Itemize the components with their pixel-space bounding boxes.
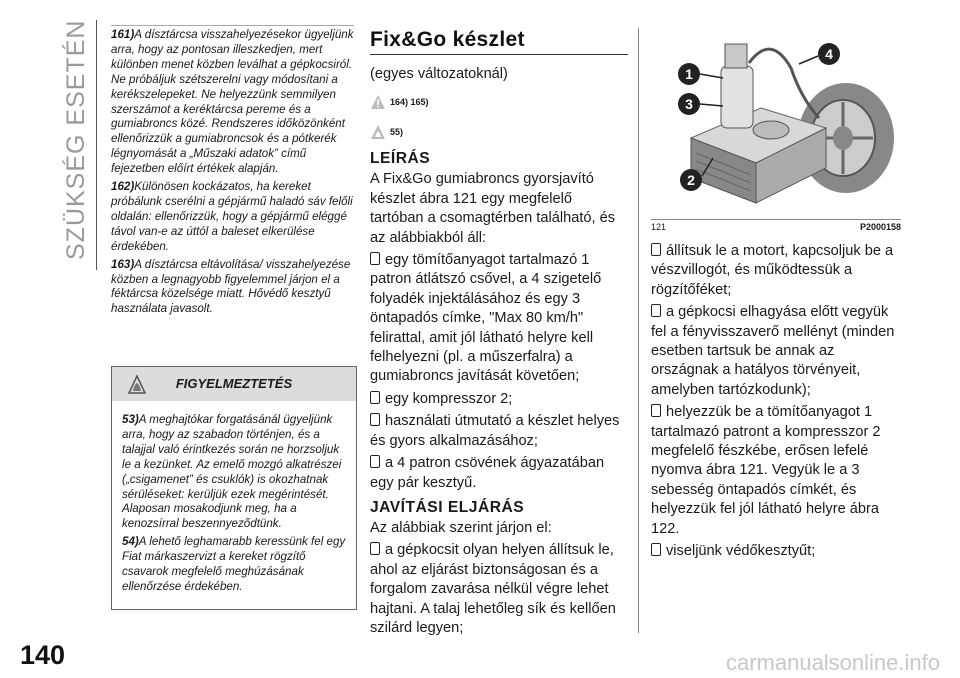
list-item [651,242,901,300]
list-item [651,403,901,539]
warning-box [111,366,357,610]
checkbox-bullet-icon [370,252,380,265]
list-item-text: viseljünk védőkesztyűt; [666,543,816,560]
list-item-text: a gépkocsit olyan helyen állítsuk le, ahol az eljárást biztonságosan és a forgalom zavarása nélkül végre lehet hajtani. A talaj lehetőleg sík és kellően szilárd legyen; [370,542,616,636]
note-162 [111,180,354,255]
list-item [370,412,628,451]
figure-code: P2000158 [859,222,901,232]
note-163 [111,258,354,318]
checkbox-bullet-icon [370,413,380,426]
checkbox-bullet-icon [651,404,661,417]
notes-column [111,28,354,320]
reference-row-2 [370,120,628,144]
repair-kit-illustration [651,28,901,218]
footer-watermark: carmanualsonline.info [725,650,940,675]
list-item [651,542,901,561]
reference-row-1 [370,90,628,114]
caution-triangle-icon [370,94,386,110]
note-text: A dísztárcsa visszahelyezésekor ügyeljünk arra, hogy az pontosan illeszkedjen, mert különben menet közben leválhat a gépkocsiról. Ne próbáljuk szétszerelni vagy módosítani a kerékszelepeket. Ne helyezzünk semmilyen szerszámot a keréktárcsa pereme és a gumiabroncs közé. Rendszeres időközönként ellenőrizzük a gumiabroncsok és a pótkerék légnyomását a „Műszaki adatok” című fejezetben előírt értékek alapján. [111,28,354,176]
list-item-text: egy kompresszor 2; [385,390,513,407]
warning-text: A lehető leghamarabb keressünk fel egy Fiat márkaszervizt a kereket rögzítő csavarok megfelelő meghúzásának ellenőrzése érdekében. [122,535,346,593]
note-number: 163) [111,257,135,271]
section-subtitle: (egyes változatoknál) [370,66,508,82]
chapter-title-text: SZÜKSÉG ESETÉN [62,19,90,260]
figure-caption [651,219,901,232]
right-column [651,28,901,562]
list-item-text: a 4 patron csövének ágyazatában egy pár kesztyű. [370,455,605,491]
procedure-continued [651,242,901,562]
note-number: 161) [111,28,135,41]
reference-codes: 164) 165) [390,97,429,108]
checkbox-bullet-icon [651,243,661,256]
description-intro: A Fix&Go gumiabroncs gyorsjavító készlet ábra 121 egy megfelelő tartóban a csomagtérben található, és az alábbiakból áll: [370,171,616,246]
list-item [370,251,628,387]
callout-1: 1 [685,66,693,82]
checkbox-bullet-icon [370,455,380,468]
list-item-text: állítsuk le a motort, kapcsoljuk be a vészvillogót, és működtessük a rögzítőféket; [651,243,894,298]
checkbox-bullet-icon [370,391,380,404]
note-text: A dísztárcsa eltávolítása/ visszahelyezése közben a legnagyobb figyelemmel járjon el a féktárcsa közelsége miatt. Hővédő kesztyű használata javasolt. [111,257,351,316]
list-item-text: egy tömítőanyagot tartalmazó 1 patron átlátszó csővel, a 4 szigetelő folyadék injektálásához és egy 3 öntapadós címke, "Max 80 km/h" felirattal, amit jól látható helyre kell felhelyezni (pl. a műszerfalra) a gumiabroncs javítását követően; [370,252,602,385]
warning-item-53 [122,413,348,532]
checkbox-bullet-icon [651,304,661,317]
note-number: 162) [111,180,135,194]
warning-title: FIGYELMEZTETÉS [175,376,293,391]
list-item-text: a gépkocsi elhagyása előtt vegyük fel a fényvisszaverő mellényt (minden esetben tartsuk be annak az országnak a hatályos törvényeit, amelyben tartózkodunk); [651,304,895,398]
callout-4: 4 [825,46,833,62]
checkbox-bullet-icon [370,542,380,555]
column1-top-rule [111,25,354,26]
warning-body [112,401,356,595]
warning-number: 53) [122,413,139,426]
procedure-intro: Az alábbiak szerint járjon el: [370,519,552,536]
callout-2: 2 [687,172,695,188]
column-divider [638,28,639,633]
figure-121 [651,28,901,218]
callout-3: 3 [685,96,693,112]
warning-text: A meghajtókar forgatásánál ügyeljünk arra, hogy az szabadon történjen, és a talajjal való érintkezés során ne horzsoljuk le a kezünket. Az emelő mozgó alkatrészei („csigamenet” és csuklók) is okozhatnak sérüléseket: kerüljük ezek megérintését. Alaposan mosakodjunk meg, ha a kenozsírral beszennyeződtünk. [122,413,342,531]
section-title: Fix&Go készlet [370,28,628,55]
reference-codes: 55) [390,127,404,138]
list-item [370,454,628,493]
list-item [651,303,901,400]
procedure-heading: JAVÍTÁSI ELJÁRÁS [370,498,525,516]
main-column [370,28,628,638]
chapter-sidebar-title [62,20,92,260]
note-161 [111,28,354,177]
list-item [370,390,628,409]
warning-header [112,367,356,401]
checkbox-bullet-icon [651,543,661,556]
page-number: 140 [20,640,66,670]
figure-number: 121 [651,222,667,232]
list-item-text: használati útmutató a készlet helyes és gyors alkalmazásához; [370,413,620,449]
hand-caution-icon [370,124,386,140]
sidebar-divider [96,20,97,270]
description-heading: LEÍRÁS [370,150,431,168]
warning-item-54 [122,535,348,595]
list-item-text: helyezzük be a tömítőanyagot 1 tartalmazó patront a kompresszor 2 megfelelő fészkébe, erősen lefelé nyomva ábra 121. Vegyük le a 3 sebesség öntapadós címkét, és helyezzük fel jól látható helyre ábra 122. [651,404,881,537]
warning-number: 54) [122,535,139,549]
note-text: Különösen kockázatos, ha kereket próbálunk cserélni a gépjármű haladó sáv felőli oldalán: ellenőrizzük, hogy a gépjármű eléggé távol van-e az úttól a baleset elkerülése érdekében. [111,180,353,253]
list-item [370,541,628,638]
